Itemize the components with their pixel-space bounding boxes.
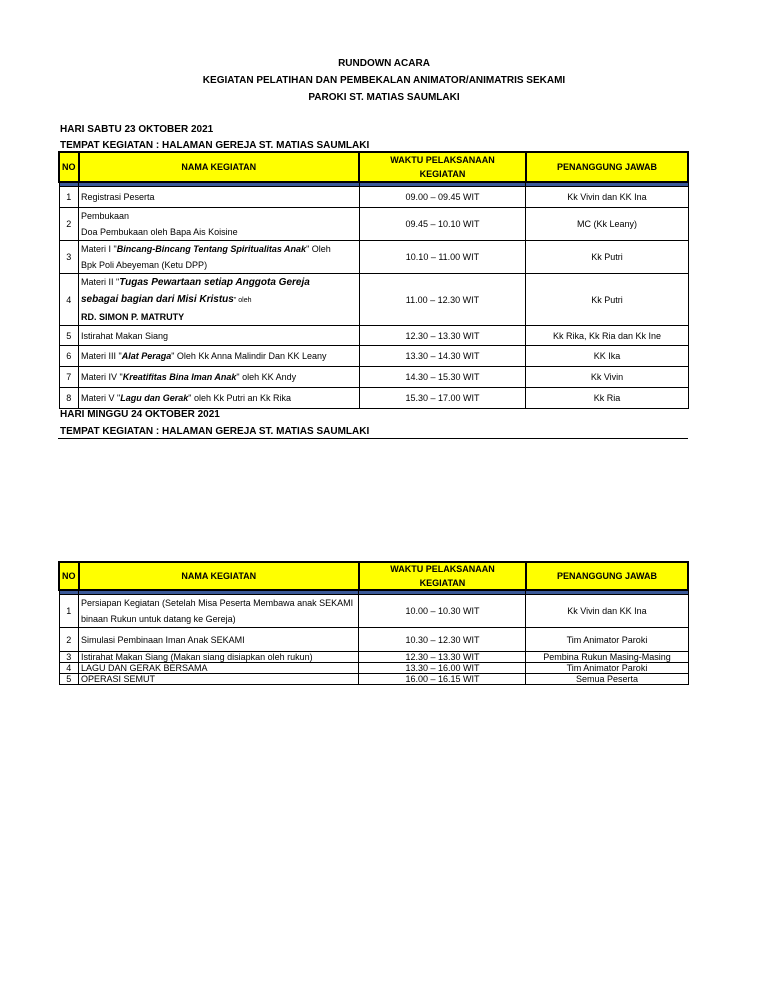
row-time: 10.30 – 12.30 WIT xyxy=(359,628,526,652)
col-pic: PENANGGUNG JAWAB xyxy=(526,152,688,182)
row-pic: Tim Animator Paroki xyxy=(526,663,688,674)
schedule-table-day2 xyxy=(58,561,689,685)
col-time-line1: WAKTU PELAKSANAAN xyxy=(390,564,495,574)
table-row xyxy=(59,367,688,388)
row-no: 8 xyxy=(59,388,79,409)
row-pic: Tim Animator Paroki xyxy=(526,628,688,652)
row-name xyxy=(79,388,360,409)
row-name: OPERASI SEMUT xyxy=(79,674,359,685)
doc-subtitle: KEGIATAN PELATIHAN DAN PEMBEKALAN ANIMATOR/ANIMATRIS SEKAMI xyxy=(202,75,566,86)
row-name xyxy=(79,346,360,367)
col-name: NAMA KEGIATAN xyxy=(79,562,359,590)
table-row xyxy=(59,241,688,274)
row-no: 5 xyxy=(59,326,79,346)
table-row xyxy=(59,652,688,663)
row-name: Simulasi Pembinaan Iman Anak SEKAMI xyxy=(79,628,359,652)
divider xyxy=(58,438,688,439)
col-no: NO xyxy=(59,152,79,182)
table-row xyxy=(59,388,688,409)
table-row xyxy=(59,187,688,208)
row-no: 2 xyxy=(59,628,79,652)
row-name xyxy=(79,241,360,274)
row-name: LAGU DAN GERAK BERSAMA xyxy=(79,663,359,674)
col-time xyxy=(359,562,526,590)
row-no: 3 xyxy=(59,652,79,663)
row-name-suffix: " oleh KK Andy xyxy=(236,372,297,382)
row-pic: Kk Vivin xyxy=(526,367,688,388)
row-pic: Kk Vivin dan KK Ina xyxy=(526,595,688,628)
table-row xyxy=(59,663,688,674)
row-pic: MC (Kk Leany) xyxy=(526,208,688,241)
day2-date: HARI MINGGU 24 OKTOBER 2021 xyxy=(60,409,220,420)
row-time: 10.00 – 10.30 WIT xyxy=(359,595,526,628)
col-time-line1: WAKTU PELAKSANAAN xyxy=(390,155,495,165)
row-name-prefix: Materi IV " xyxy=(81,372,123,382)
row-name-topic-cont: sebagai bagian dari Misi Kristus xyxy=(81,294,234,305)
row-time: 09.00 – 09.45 WIT xyxy=(359,187,526,208)
row-no: 1 xyxy=(59,187,79,208)
row-no: 6 xyxy=(59,346,79,367)
col-no: NO xyxy=(59,562,79,590)
row-name xyxy=(79,208,360,241)
row-time: 09.45 – 10.10 WIT xyxy=(359,208,526,241)
row-no: 5 xyxy=(59,674,79,685)
row-pic: KK Ika xyxy=(526,346,688,367)
row-time: 16.00 – 16.15 WIT xyxy=(359,674,526,685)
row-time: 12.30 – 13.30 WIT xyxy=(359,652,526,663)
row-time: 14.30 – 15.30 WIT xyxy=(359,367,526,388)
row-name-prefix: Materi II " xyxy=(81,277,120,287)
row-pic: Pembina Rukun Masing-Masing xyxy=(526,652,688,663)
doc-title: RUNDOWN ACARA xyxy=(338,58,430,69)
row-time: 13.30 – 14.30 WIT xyxy=(359,346,526,367)
row-no: 4 xyxy=(59,663,79,674)
row-name-prefix: Materi I " xyxy=(81,244,117,254)
row-time: 10.10 – 11.00 WIT xyxy=(359,241,526,274)
table-row xyxy=(59,346,688,367)
day1-date: HARI SABTU 23 OKTOBER 2021 xyxy=(60,124,214,135)
row-name-suffix: " oleh xyxy=(233,297,252,304)
row-name-topic: Kreatifitas Bina Iman Anak xyxy=(122,372,237,382)
col-time xyxy=(359,152,526,182)
row-no: 3 xyxy=(59,241,79,274)
row-time: 12.30 – 13.30 WIT xyxy=(359,326,526,346)
row-pic: Semua Peserta xyxy=(526,674,688,685)
row-name-topic: Lagu dan Gerak xyxy=(120,393,189,403)
row-name-line2: Doa Pembukaan oleh Bapa Ais Koisine xyxy=(81,227,238,237)
row-no: 2 xyxy=(59,208,79,241)
row-pic: Kk Rika, Kk Ria dan Kk Ine xyxy=(526,326,688,346)
row-pic: Kk Vivin dan KK Ina xyxy=(526,187,688,208)
row-pic: Kk Putri xyxy=(526,274,688,326)
row-name-speaker: RD. SIMON P. MATRUTY xyxy=(81,312,185,322)
row-name: Registrasi Peserta xyxy=(79,187,360,208)
table-row xyxy=(59,208,688,241)
day2-place: TEMPAT KEGIATAN : HALAMAN GEREJA ST. MATIAS SAUMLAKI xyxy=(60,426,370,437)
col-pic: PENANGGUNG JAWAB xyxy=(526,562,688,590)
row-pic: Kk Ria xyxy=(526,388,688,409)
col-time-line2: KEGIATAN xyxy=(419,578,466,588)
row-no: 1 xyxy=(59,595,79,628)
row-name-line2: binaan Rukun untuk datang ke Gereja) xyxy=(81,614,236,624)
row-time: 13.30 – 16.00 WIT xyxy=(359,663,526,674)
table-row xyxy=(59,674,688,685)
row-name xyxy=(79,367,360,388)
row-name xyxy=(79,274,360,326)
row-time: 15.30 – 17.00 WIT xyxy=(359,388,526,409)
row-name-line1: Pembukaan xyxy=(81,211,130,221)
day1-place: TEMPAT KEGIATAN : HALAMAN GEREJA ST. MATIAS SAUMLAKI xyxy=(60,140,370,151)
row-name-prefix: Materi V " xyxy=(81,393,121,403)
row-name-suffix: " Oleh xyxy=(306,244,331,254)
col-name: NAMA KEGIATAN xyxy=(79,152,360,182)
table-row xyxy=(59,326,688,346)
table-row xyxy=(59,628,688,652)
row-name-suffix: " oleh Kk Putri an Kk Rika xyxy=(188,393,291,403)
row-name: Istirahat Makan Siang (Makan siang disiapkan oleh rukun) xyxy=(79,652,359,663)
row-name-line1: Persiapan Kegiatan (Setelah Misa Peserta Membawa anak SEKAMI xyxy=(81,598,354,608)
row-pic: Kk Putri xyxy=(526,241,688,274)
row-name-topic: Tugas Pewartaan setiap Anggota Gereja xyxy=(119,277,310,288)
row-name xyxy=(79,595,359,628)
row-name-line2: Bpk Poli Abeyeman (Ketu DPP) xyxy=(81,260,208,270)
row-time: 11.00 – 12.30 WIT xyxy=(359,274,526,326)
row-no: 4 xyxy=(59,274,79,326)
table-row xyxy=(59,595,688,628)
doc-parish: PAROKI ST. MATIAS SAUMLAKI xyxy=(308,92,460,103)
row-name: Istirahat Makan Siang xyxy=(79,326,360,346)
row-name-prefix: Materi III " xyxy=(81,351,122,361)
col-time-line2: KEGIATAN xyxy=(419,169,466,179)
row-no: 7 xyxy=(59,367,79,388)
row-name-suffix: " Oleh Kk Anna Malindir Dan KK Leany xyxy=(171,351,327,361)
table-row xyxy=(59,274,688,326)
schedule-table-day1 xyxy=(58,151,689,409)
row-name-topic: Alat Peraga xyxy=(121,351,172,361)
row-name-topic: Bincang-Bincang Tentang Spiritualitas Anak xyxy=(116,244,307,254)
